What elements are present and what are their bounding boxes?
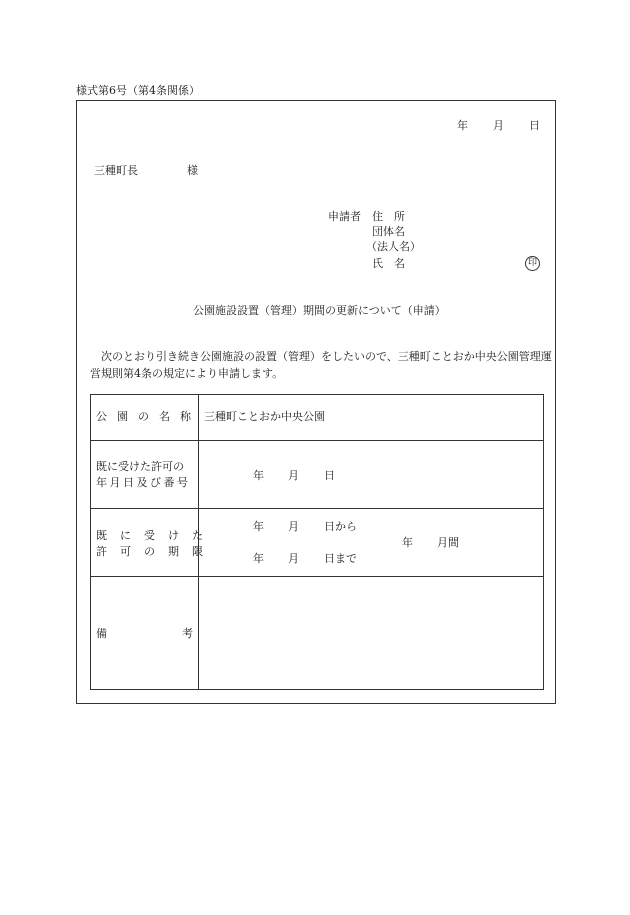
applicant-name-label: 氏 名 [372,257,405,270]
form-number: 様式第6号（第4条関係） [76,84,200,97]
permit-period-label-line1: 既に受けた [96,529,216,542]
permit-year-label: 年 [253,469,264,482]
remarks-label-char2: 考 [182,627,193,640]
table-row-divider [91,440,543,441]
park-name-label: 公 園 の 名 称 [96,410,191,423]
applicant-role: 申請者 [328,210,361,223]
permit-period-label-line2: 許可の期限 [96,545,216,558]
to-year-label: 年 [253,552,264,565]
applicant-corp-label: （法人名） [366,240,421,253]
addressee-name: 三種町長 [94,164,138,177]
to-day-label: 日まで [324,552,357,565]
duration-year-label: 年 [402,536,413,549]
from-day-label: 日から [324,520,357,533]
application-table [90,394,544,690]
from-year-label: 年 [253,520,264,533]
remarks-label-part1 [96,628,107,639]
permit-month-label: 月 [288,469,299,482]
previous-permit-label-line1: 既に受けた許可の [96,460,184,473]
addressee-honorific: 様 [187,164,198,177]
remarks-label-part2 [182,628,193,639]
address-label-text: 住 所 [372,210,405,223]
document-title: 公園施設設置（管理）期間の更新について（申請） [193,304,446,317]
from-month-label: 月 [288,520,299,533]
date-month-label: 月 [493,119,504,132]
applicant-group-label: 団体名 [372,225,405,238]
table-row-divider [91,508,543,509]
seal-stamp: 印 [525,256,540,271]
permit-day-label: 日 [324,469,335,482]
body-paragraph [90,348,555,382]
remarks-label-char1: 備 [96,627,107,640]
body-paragraph-text: 次のとおり引き続き公園施設の設置（管理）をしたいので、三種町ことおか中央公園管理運営規則第4条の規定により申請します。 [90,350,552,380]
applicant-address-label [372,211,410,222]
previous-permit-label-line2: 年月日及び番号 [96,476,191,489]
park-name-value: 三種町ことおか中央公園 [204,410,325,423]
date-day-label: 日 [529,119,540,132]
to-month-label: 月 [288,552,299,565]
table-row-divider [91,576,543,577]
date-year-label: 年 [457,119,468,132]
duration-month-label: 月間 [437,536,459,549]
